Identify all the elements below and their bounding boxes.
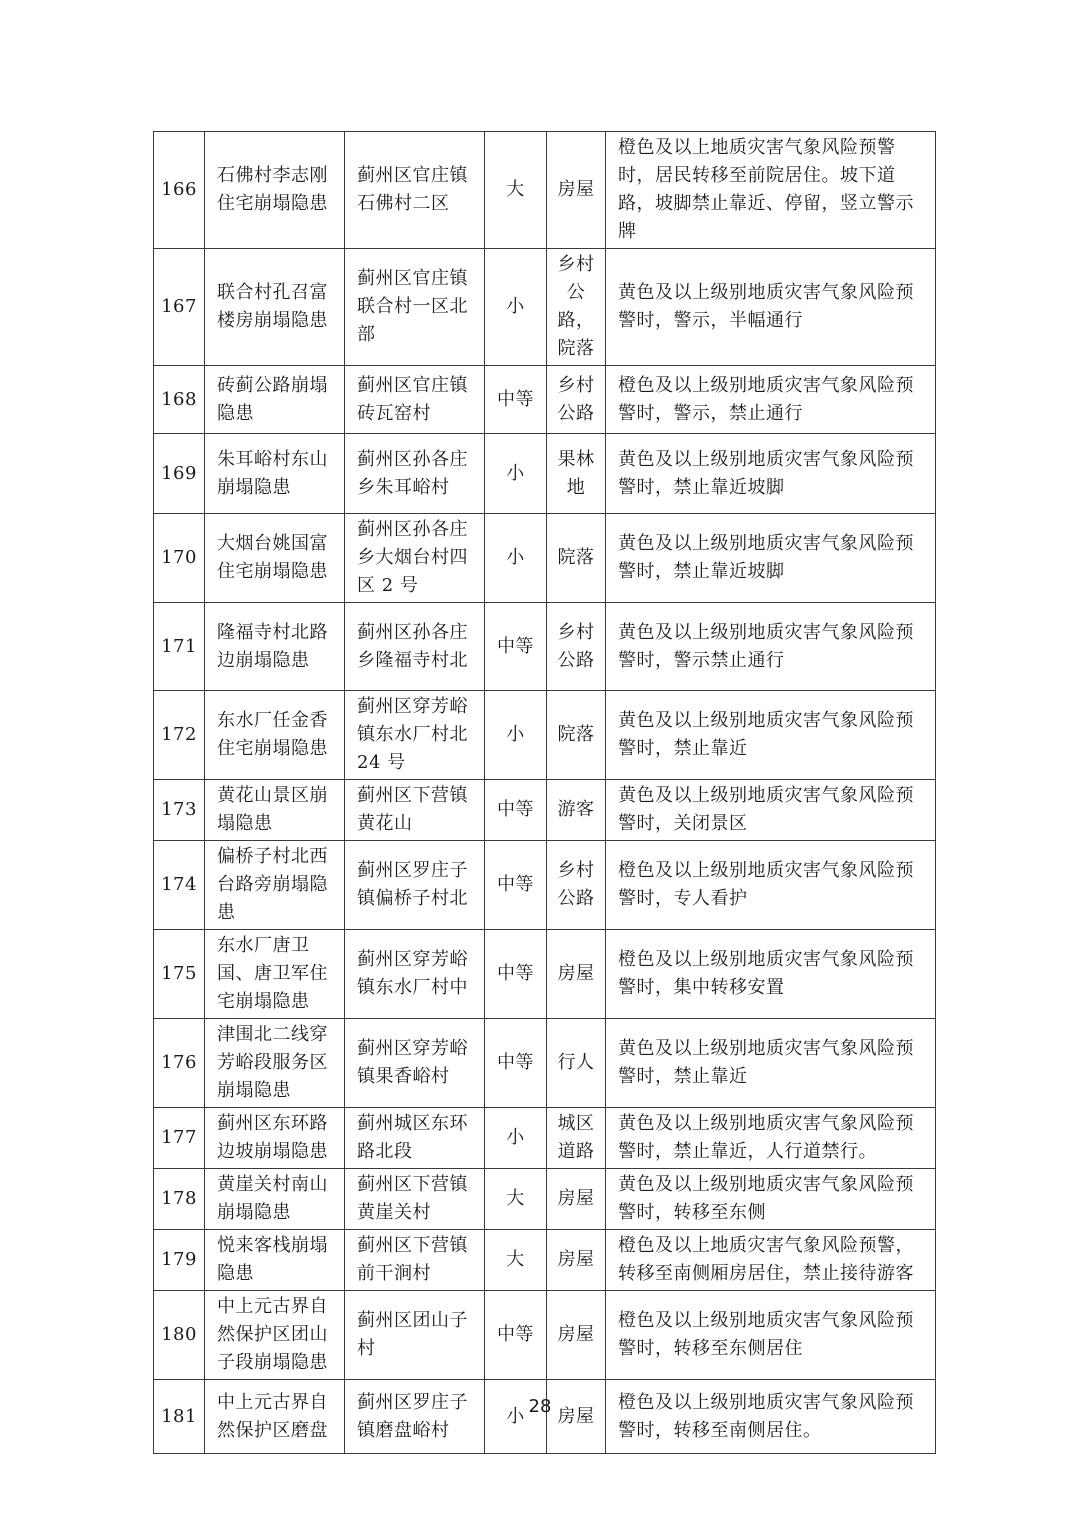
row-number: 169 (154, 434, 205, 514)
row-number: 177 (154, 1108, 205, 1169)
row-number: 172 (154, 691, 205, 780)
response-measure: 黄色及以上级别地质灾害气象风险预警时，关闭景区 (606, 780, 936, 841)
threat-target: 房屋 (547, 132, 606, 249)
response-measure: 黄色及以上级别地质灾害气象风险预警时，转移至东侧 (606, 1169, 936, 1230)
table-row (154, 603, 936, 691)
hazard-location: 蓟州区罗庄子镇偏桥子村北 (345, 841, 485, 930)
row-number: 173 (154, 780, 205, 841)
threat-target: 房屋 (547, 1230, 606, 1291)
row-number: 175 (154, 930, 205, 1019)
hazard-name: 石佛村李志刚住宅崩塌隐患 (205, 132, 345, 249)
hazard-level: 大 (485, 132, 547, 249)
threat-target: 院落 (547, 691, 606, 780)
threat-target: 城区道路 (547, 1108, 606, 1169)
table-row (154, 366, 936, 434)
response-measure: 黄色及以上级别地质灾害气象风险预警时，禁止靠近 (606, 1019, 936, 1108)
hazard-location: 蓟州区下营镇黄崖关村 (345, 1169, 485, 1230)
response-measure: 黄色及以上级别地质灾害气象风险预警时，警示，半幅通行 (606, 249, 936, 366)
hazard-location: 蓟州区团山子村 (345, 1291, 485, 1380)
response-measure: 橙色及以上级别地质灾害气象风险预警时，转移至南侧居住。 (606, 1380, 936, 1454)
hazard-name: 津围北二线穿芳峪段服务区崩塌隐患 (205, 1019, 345, 1108)
threat-target: 行人 (547, 1019, 606, 1108)
threat-target: 乡村公路 (547, 841, 606, 930)
hazard-level: 中等 (485, 603, 547, 691)
table-row (154, 841, 936, 930)
threat-target: 乡村公路，院落 (547, 249, 606, 366)
hazard-name: 东水厂任金香住宅崩塌隐患 (205, 691, 345, 780)
hazard-level: 小 (485, 249, 547, 366)
hazard-location: 蓟州区官庄镇联合村一区北部 (345, 249, 485, 366)
hazard-location: 蓟州区官庄镇砖瓦窑村 (345, 366, 485, 434)
hazard-name: 黄花山景区崩塌隐患 (205, 780, 345, 841)
row-number: 171 (154, 603, 205, 691)
response-measure: 黄色及以上级别地质灾害气象风险预警时，禁止靠近坡脚 (606, 514, 936, 603)
hazard-name: 蓟州区东环路边坡崩塌隐患 (205, 1108, 345, 1169)
hazard-name: 隆福寺村北路边崩塌隐患 (205, 603, 345, 691)
response-measure: 黄色及以上级别地质灾害气象风险预警时，禁止靠近，人行道禁行。 (606, 1108, 936, 1169)
threat-target: 游客 (547, 780, 606, 841)
hazard-level: 小 (485, 1108, 547, 1169)
hazard-location: 蓟州区穿芳峪镇果香峪村 (345, 1019, 485, 1108)
threat-target: 乡村公路 (547, 366, 606, 434)
hazard-level: 大 (485, 1230, 547, 1291)
hazard-level: 小 (485, 434, 547, 514)
table-row (154, 1019, 936, 1108)
hazard-level: 小 (485, 691, 547, 780)
row-number: 180 (154, 1291, 205, 1380)
response-measure: 黄色及以上级别地质灾害气象风险预警时，警示禁止通行 (606, 603, 936, 691)
hazard-location: 蓟州城区东环路北段 (345, 1108, 485, 1169)
hazard-level: 中等 (485, 366, 547, 434)
hazard-name: 大烟台姚国富住宅崩塌隐患 (205, 514, 345, 603)
threat-target: 房屋 (547, 930, 606, 1019)
hazard-level: 小 (485, 1380, 547, 1454)
table-row (154, 434, 936, 514)
hazard-name: 朱耳峪村东山崩塌隐患 (205, 434, 345, 514)
row-number: 176 (154, 1019, 205, 1108)
threat-target: 房屋 (547, 1169, 606, 1230)
row-number: 167 (154, 249, 205, 366)
hazard-level: 大 (485, 1169, 547, 1230)
hazard-table (153, 131, 936, 1454)
table-row (154, 514, 936, 603)
table-row (154, 1230, 936, 1291)
hazard-name: 中上元古界自然保护区团山子段崩塌隐患 (205, 1291, 345, 1380)
row-number: 174 (154, 841, 205, 930)
hazard-location: 蓟州区穿芳峪镇东水厂村北 24 号 (345, 691, 485, 780)
table-row (154, 780, 936, 841)
hazard-name: 砖蓟公路崩塌隐患 (205, 366, 345, 434)
hazard-level: 中等 (485, 930, 547, 1019)
response-measure: 黄色及以上级别地质灾害气象风险预警时，禁止靠近 (606, 691, 936, 780)
response-measure: 橙色及以上地质灾害气象风险预警时，居民转移至前院居住。坡下道路，坡脚禁止靠近、停留，竖立警示牌 (606, 132, 936, 249)
threat-target: 乡村公路 (547, 603, 606, 691)
hazard-name: 偏桥子村北西台路旁崩塌隐患 (205, 841, 345, 930)
table-row (154, 1169, 936, 1230)
response-measure: 橙色及以上地质灾害气象风险预警，转移至南侧厢房居住，禁止接待游客 (606, 1230, 936, 1291)
table-row (154, 930, 936, 1019)
hazard-name: 悦来客栈崩塌隐患 (205, 1230, 345, 1291)
hazard-location: 蓟州区下营镇前干涧村 (345, 1230, 485, 1291)
row-number: 178 (154, 1169, 205, 1230)
hazard-location: 蓟州区下营镇黄花山 (345, 780, 485, 841)
row-number: 168 (154, 366, 205, 434)
response-measure: 橙色及以上级别地质灾害气象风险预警时，专人看护 (606, 841, 936, 930)
hazard-name: 黄崖关村南山崩塌隐患 (205, 1169, 345, 1230)
page-number: 28 (528, 1396, 552, 1417)
table-row (154, 132, 936, 249)
response-measure: 橙色及以上级别地质灾害气象风险预警时，转移至东侧居住 (606, 1291, 936, 1380)
hazard-name: 中上元古界自然保护区磨盘 (205, 1380, 345, 1454)
table-row (154, 1291, 936, 1380)
row-number: 181 (154, 1380, 205, 1454)
hazard-level: 中等 (485, 841, 547, 930)
row-number: 179 (154, 1230, 205, 1291)
hazard-level: 中等 (485, 780, 547, 841)
table-row (154, 1108, 936, 1169)
hazard-name: 东水厂唐卫国、唐卫军住宅崩塌隐患 (205, 930, 345, 1019)
hazard-level: 中等 (485, 1291, 547, 1380)
threat-target: 房屋 (547, 1291, 606, 1380)
hazard-location: 蓟州区穿芳峪镇东水厂村中 (345, 930, 485, 1019)
hazard-level: 小 (485, 514, 547, 603)
response-measure: 橙色及以上级别地质灾害气象风险预警时，集中转移安置 (606, 930, 936, 1019)
response-measure: 橙色及以上级别地质灾害气象风险预警时，警示，禁止通行 (606, 366, 936, 434)
hazard-name: 联合村孔召富楼房崩塌隐患 (205, 249, 345, 366)
hazard-location: 蓟州区官庄镇石佛村二区 (345, 132, 485, 249)
threat-target: 院落 (547, 514, 606, 603)
hazard-location: 蓟州区孙各庄乡朱耳峪村 (345, 434, 485, 514)
row-number: 170 (154, 514, 205, 603)
hazard-location: 蓟州区孙各庄乡隆福寺村北 (345, 603, 485, 691)
response-measure: 黄色及以上级别地质灾害气象风险预警时，禁止靠近坡脚 (606, 434, 936, 514)
hazard-location: 蓟州区罗庄子镇磨盘峪村 (345, 1380, 485, 1454)
hazard-location: 蓟州区孙各庄乡大烟台村四区 2 号 (345, 514, 485, 603)
row-number: 166 (154, 132, 205, 249)
threat-target: 房屋 (547, 1380, 606, 1454)
hazard-level: 中等 (485, 1019, 547, 1108)
table-row (154, 249, 936, 366)
threat-target: 果林地 (547, 434, 606, 514)
hazard-table-body (154, 132, 936, 1454)
table-row (154, 691, 936, 780)
